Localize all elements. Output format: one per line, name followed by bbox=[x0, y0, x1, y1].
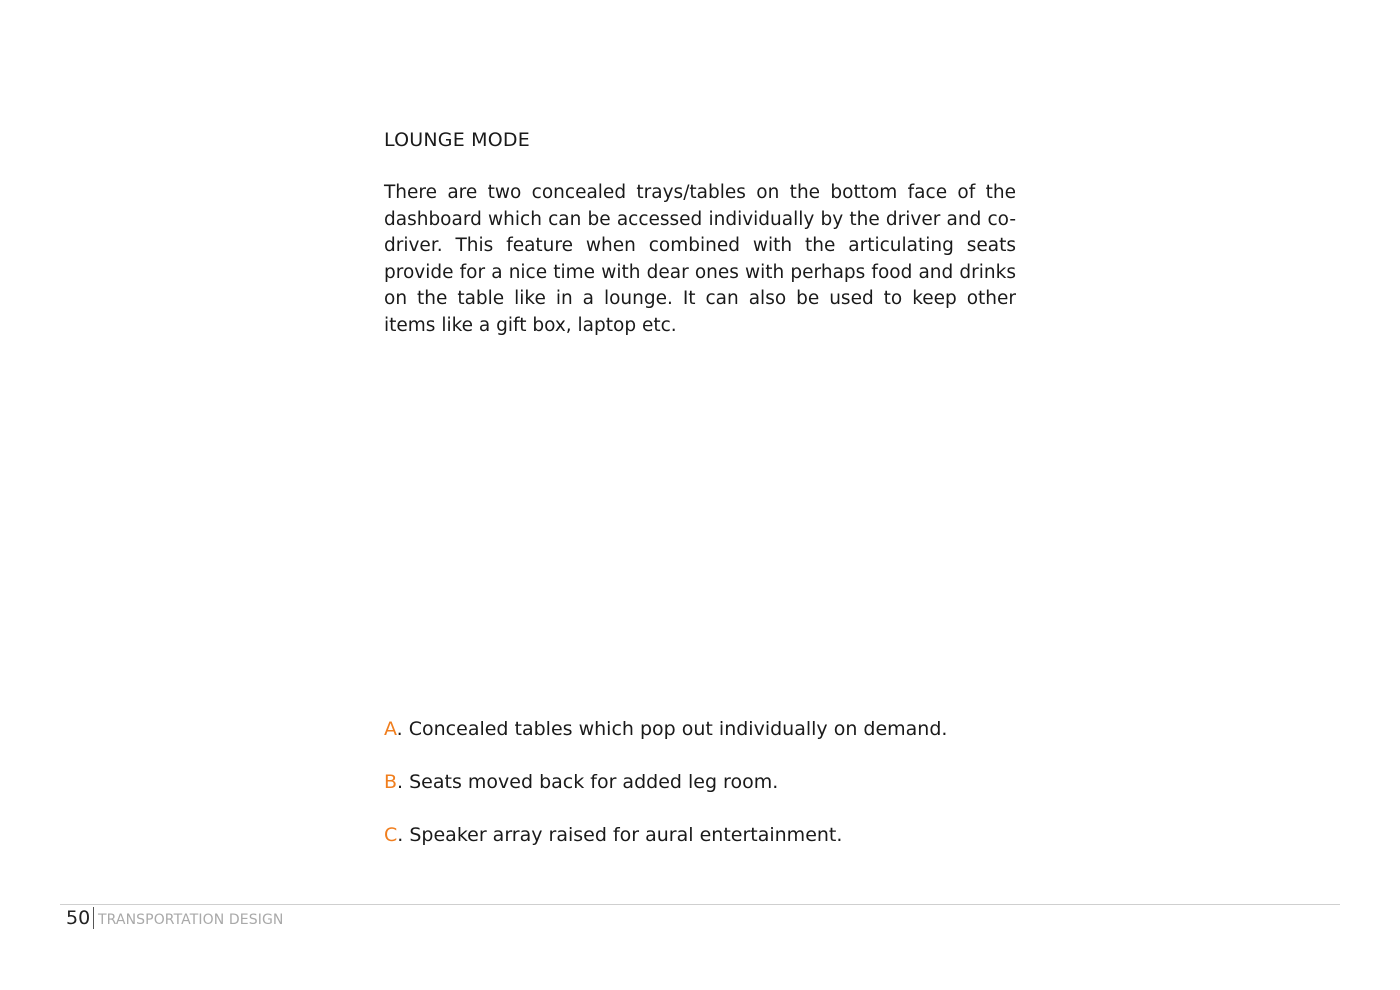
list-item bbox=[384, 822, 947, 848]
footer-label: TRANSPORTATION DESIGN bbox=[98, 912, 284, 928]
footer-divider bbox=[60, 904, 1340, 905]
item-letter: C bbox=[384, 824, 398, 846]
list-item bbox=[384, 769, 947, 795]
section-body: There are two concealed trays/tables on the bottom face of the dashboard which can be accessed individually by the driver and co-driver. This feature when combined with the articulating seats provide for a nice time with dear ones with perhaps food and drinks on the table like in a lounge. It can also be used to keep other items like a gift box, laptop etc. bbox=[384, 182, 1016, 336]
item-text: . Seats moved back for added leg room. bbox=[397, 771, 779, 793]
list-item bbox=[384, 716, 947, 742]
page-number: 50 bbox=[66, 907, 91, 929]
footer-separator bbox=[93, 907, 94, 929]
item-letter: A bbox=[384, 718, 397, 740]
callout-list bbox=[384, 716, 947, 875]
section-title: LOUNGE MODE bbox=[384, 129, 530, 151]
item-text: . Concealed tables which pop out individually on demand. bbox=[396, 718, 948, 740]
item-text: . Speaker array raised for aural entertainment. bbox=[397, 824, 843, 846]
item-letter: B bbox=[384, 771, 398, 793]
